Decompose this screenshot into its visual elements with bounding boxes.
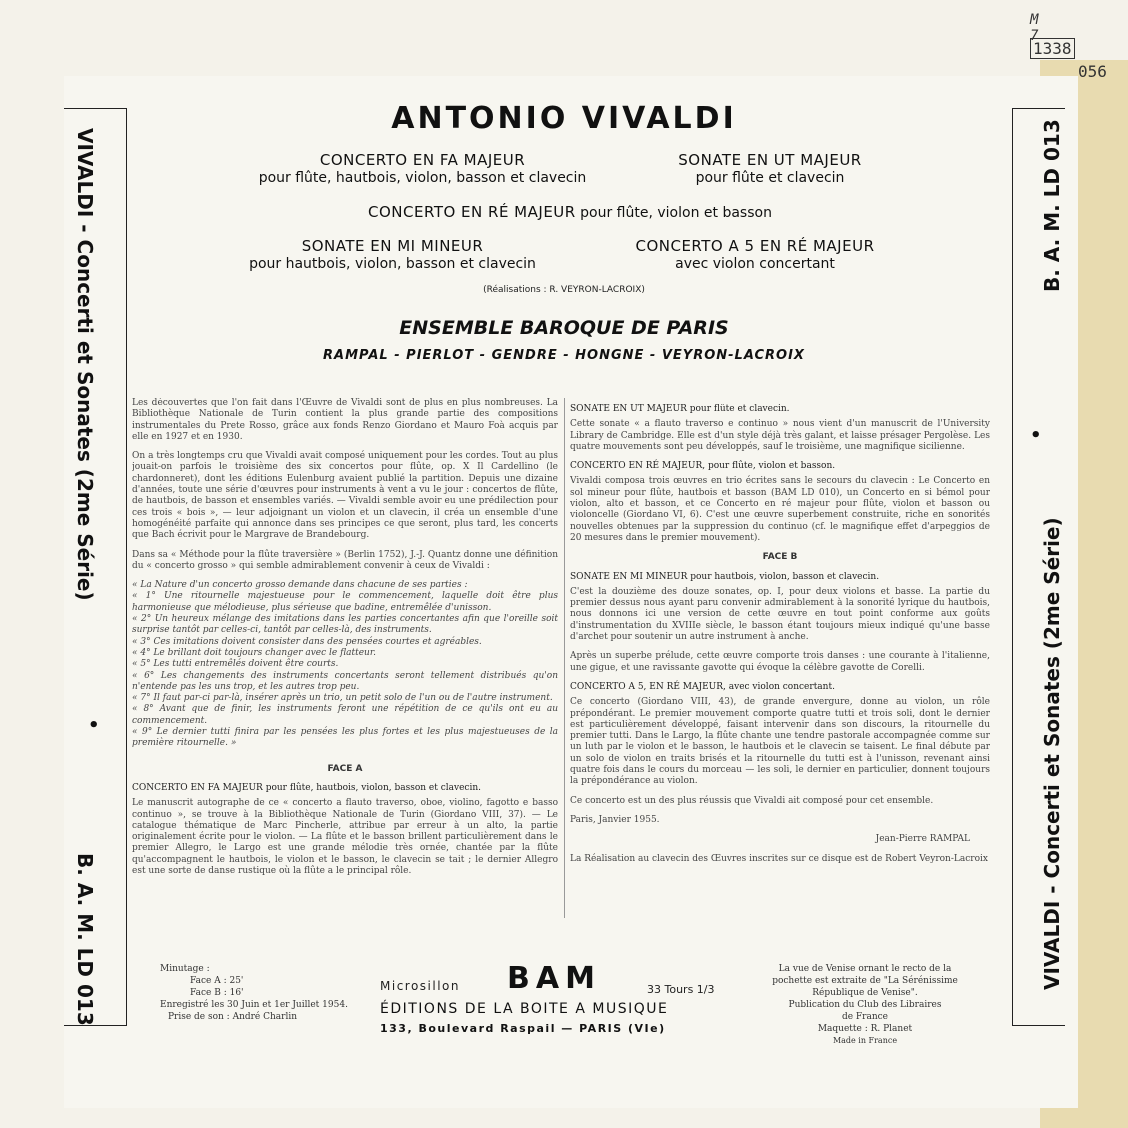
note-paragraph: Le manuscrit autographe de ce « concerto a flauto traverso, oboe, violino, fagotto e basso continuo », se trouve à la Bibliothèque Nationale de Turin (Giordano VIII, 37). — Le catalogue thématique de Marc Pincherle, attribue par erreur à un alto, la partie originalement écrite pour le violon. — La flûte et le basson brillent particulièrement dans le premier Allegro, le Largo est une grande mélodie très ornée, chantée par la flûte qu'accompagnent le hautbois, le violon et le basson, le clavecin se tait ; le dernier Allegro est une sorte de danse rustique où la flûte a le principal rôle.: [132, 798, 558, 876]
ensemble-members: RAMPAL - PIERLOT - GENDRE - HONGNE - VEYRON-LACROIX: [323, 348, 805, 363]
left-spine-catalog: B. A. M. LD 013: [73, 853, 97, 1026]
note-paragraph: Vivaldi composa trois œuvres en trio écrites sans le secours du clavecin : Le Concerto en sol mineur pour flûte, hautbois et basson (BAM LD 010), un Concerto en si bémol pour violon, alto et basson, et ce Concerto en ré majeur pour flûte, violon et basson ou violoncelle (Giordano VI, 6). C'est une œuvre superbement construite, riche en sonorités nouvelles obtenues par la suppression du continuo (cf. le magnifique effet d'arpeggios de 20 mesures dans le premier mouvement).: [570, 476, 990, 543]
note-paragraph: Ce concerto (Giordano VIII, 43), de grande envergure, donne au violon, un rôle prépondérant. Le premier mouvement comporte quatre tutti et trois soli, dont le dernier est particulièrement développé, faisant intervenir dans son discours, la ritournelle du premier tutti. Dans le Largo, la flûte chante une tendre pastorale accompagnée comme sur un luth par le violon et le basson, le hautbois et le clavecin se taisent. Le final débute par un solo de violon en traits brisés et la ritournelle du tutti est à l'unisson, revenant ainsi quatre fois dans le cours du morceau — les soli, le dernier en particulier, donnent toujours la prépondérance au violon.: [570, 697, 990, 787]
minutage-label: Minutage :: [160, 964, 210, 974]
section-heading: CONCERTO EN FA MAJEUR pour flûte, hautbois, violon, basson et clavecin.: [132, 782, 481, 793]
liner-notes-right: [570, 404, 990, 924]
note-paragraph: Les découvertes que l'on fait dans l'Œuvre de Vivaldi sont de plus en plus nombreuses. La Bibliothèque Nationale de Turin contient la plus grande partie des compositions instrumentales du Prete Rosso, grâce aux fonds Renzo Giordano et Mauro Foà acquis par elle en 1927 et en 1930.: [132, 398, 558, 442]
quote-line: « 7° Il faut par-ci par-là, insérer après un trio, un petit solo de l'un ou de l'autre instrument.: [132, 693, 553, 704]
ensemble-name: ENSEMBLE BAROQUE DE PARIS: [399, 317, 729, 339]
quote-line: « 1° Une ritournelle majestueuse pour le commencement, laquelle doit être plus harmonieuse que mélodieuse, plus sérieuse que badine, entremêlée d'unisson.: [132, 591, 558, 613]
note-paragraph: Ce concerto est un des plus réussis que Vivaldi ait composé pour cet ensemble.: [570, 795, 934, 806]
note-signature: Jean-Pierre RAMPAL: [875, 834, 970, 845]
credits-right: [730, 963, 1000, 1047]
recording-details: [160, 963, 380, 1023]
note-paragraph: On a très longtemps cru que Vivaldi avait composé uniquement pour les cordes. Tout au plus jouait-on parfois le troisième des six concertos pour flûte, op. X Il Cardellino (le chardonneret), dont les éditions Eulenburg avaient publié la partition. Depuis une dizaine d'années, toute une série d'œuvres pour instruments à vent a vu le jour : concertos de flûte, de hautbois, de basson et ensembles variés. — Vivaldi semble avoir eu une prédilection pour ces trois « bois », — leur adjoignant un violon et un clavecin, il créa un ensemble d'une homogénéité parfaite qui annonce dans ses principes ce que seront, plus tard, les concerts que Bach écrivit pour le Margrave de Brandebourg.: [132, 451, 558, 541]
face-a-duration: Face A : 25': [190, 976, 244, 986]
left-spine-title: VIVALDI - Concerti et Sonates (2me Série): [73, 128, 97, 601]
work-desc: avec violon concertant: [675, 256, 835, 272]
work-sonate-ut: [640, 151, 900, 187]
recording-date: Enregistré les 30 Juin et 1er Juillet 1954.: [160, 1000, 348, 1010]
work-concerto-fa: [250, 151, 595, 187]
publisher-name: ÉDITIONS DE LA BOITE A MUSIQUE: [380, 1001, 669, 1017]
microsillon-label: Microsillon: [380, 979, 460, 993]
quote-line: « 3° Ces imitations doivent consister dans des pensées courtes et agréables.: [132, 636, 482, 647]
right-spine-dot: •: [1030, 425, 1042, 446]
section-heading: SONATE EN MI MINEUR pour hautbois, violon, basson et clavecin.: [570, 571, 880, 582]
work-name: CONCERTO A 5 EN RÉ MAJEUR: [635, 237, 875, 255]
work-name: SONATE EN MI MINEUR: [301, 237, 484, 255]
composer-title: ANTONIO VIVALDI: [391, 101, 737, 136]
right-spine-title: VIVALDI - Concerti et Sonates (2me Série): [1040, 517, 1064, 990]
stamp-number: 1338: [1030, 38, 1075, 59]
work-desc: pour flûte et clavecin: [695, 170, 845, 186]
publisher-address: 133, Boulevard Raspail — PARIS (VIe): [380, 1022, 666, 1035]
quote-line: « 4° Le brillant doit toujours changer avec le flatteur.: [132, 647, 377, 658]
stamp-mark: M 7: [1030, 12, 1039, 44]
credit-line: La vue de Venise ornant le recto de la: [778, 964, 952, 974]
realisations-credit: (Réalisations : R. VEYRON-LACROIX): [483, 285, 645, 295]
work-sonate-mi: [220, 237, 565, 273]
face-b-duration: Face B : 16': [190, 988, 244, 998]
bam-logo: BAM: [507, 961, 601, 996]
liner-notes-left: [132, 398, 558, 918]
section-heading: CONCERTO EN RÉ MAJEUR, pour flûte, violon et basson.: [570, 461, 836, 472]
quote-line: « 2° Un heureux mélange des imitations dans les parties concertantes afin que l'oreille soit surprise tantôt par celles-ci, tantôt par celles-là, des instruments.: [132, 614, 558, 636]
note-paragraph: Cette sonate « a flauto traverso e continuo » nous vient d'un manuscrit de l'University Library de Cambridge. Elle est d'un style déjà très galant, et laisse présager Pergolèse. Les quatre mouvements sont peu développés, sauf le troisième, une magnifique sicilienne.: [570, 419, 990, 452]
record-speed: 33 Tours 1/3: [647, 983, 715, 996]
credit-line: pochette est extraite de "La Sérénissime: [772, 976, 958, 986]
note-paragraph: La Réalisation au clavecin des Œuvres inscrites sur ce disque est de Robert Veyron-Lacroix: [570, 853, 988, 864]
note-paragraph: C'est la douzième des douze sonates, op. I, pour deux violons et basse. La partie du premier dessus nous ayant paru convenir admirablement à la sonorité lyrique du hautbois, nous donnons ici une version de cette œuvre en tout point conforme aux goûts d'instrumentation du XVIIIe siècle, le basson étant toujours mieux indiqué qu'une basse d'archet pour soutenir un autre instrument à anche.: [570, 586, 990, 643]
work-name: SONATE EN UT MAJEUR: [678, 151, 862, 169]
quote-line: « 9° Le dernier tutti finira par les pensées les plus fortes et les plus majestueuses de la première ritournelle. »: [132, 727, 558, 749]
note-paragraph: Dans sa « Méthode pour la flûte traversière » (Berlin 1752), J.-J. Quantz donne une définition du « concerto grosso » qui semble admirablement convenir à ceux de Vivaldi :: [132, 549, 558, 571]
right-spine-catalog: B. A. M. LD 013: [1040, 119, 1064, 292]
work-concerto-a5: [600, 237, 910, 273]
work-name: CONCERTO EN FA MAJEUR: [319, 151, 526, 169]
quote-line: « 6° Les changements des instruments concertants seront tellement distribués qu'on n'entende pas les uns trop, et les autres trop peu.: [132, 670, 558, 692]
credit-line: République de Venise".: [812, 988, 918, 998]
note-date: Paris, Janvier 1955.: [570, 814, 660, 825]
face-b-heading: FACE B: [762, 552, 798, 563]
quote-line: « 5° Les tutti entremêlés doivent être courts.: [132, 659, 339, 670]
note-paragraph: Après un superbe prélude, cette œuvre comporte trois danses : une courante à l'italienne, une gigue, et une ravissante gavotte qui évoque la célèbre gavotte de Corelli.: [570, 651, 990, 673]
work-concerto-re: [230, 203, 910, 222]
left-spine-dot: •: [88, 715, 100, 736]
section-heading: SONATE EN UT MAJEUR pour flûte et clavecin.: [570, 404, 790, 414]
work-desc: pour hautbois, violon, basson et clavecin: [249, 256, 536, 272]
column-divider: [564, 398, 565, 918]
work-desc: pour flûte, violon et basson: [575, 205, 772, 221]
made-in-label: Made in France: [832, 1036, 898, 1045]
credit-line: Maquette : R. Planet: [817, 1024, 913, 1034]
credit-line: Publication du Club des Libraires: [788, 1000, 942, 1010]
stamp-sub-number: 056: [1078, 62, 1107, 81]
quantz-quote: [132, 580, 558, 749]
work-name: CONCERTO EN RÉ MAJEUR: [368, 203, 576, 221]
work-desc: pour flûte, hautbois, violon, basson et clavecin: [258, 170, 587, 186]
sound-engineer: Prise de son : André Charlin: [168, 1012, 298, 1022]
section-heading: CONCERTO A 5, EN RÉ MAJEUR, avec violon concertant.: [570, 681, 835, 692]
quote-line: « La Nature d'un concerto grosso demande dans chacune de ses parties :: [132, 580, 468, 591]
credit-line: de France: [841, 1012, 889, 1022]
quote-line: « 8° Avant que de finir, les instruments feront une répétition de ce qu'ils ont eu au commencement.: [132, 704, 558, 726]
face-a-heading: FACE A: [327, 763, 363, 774]
